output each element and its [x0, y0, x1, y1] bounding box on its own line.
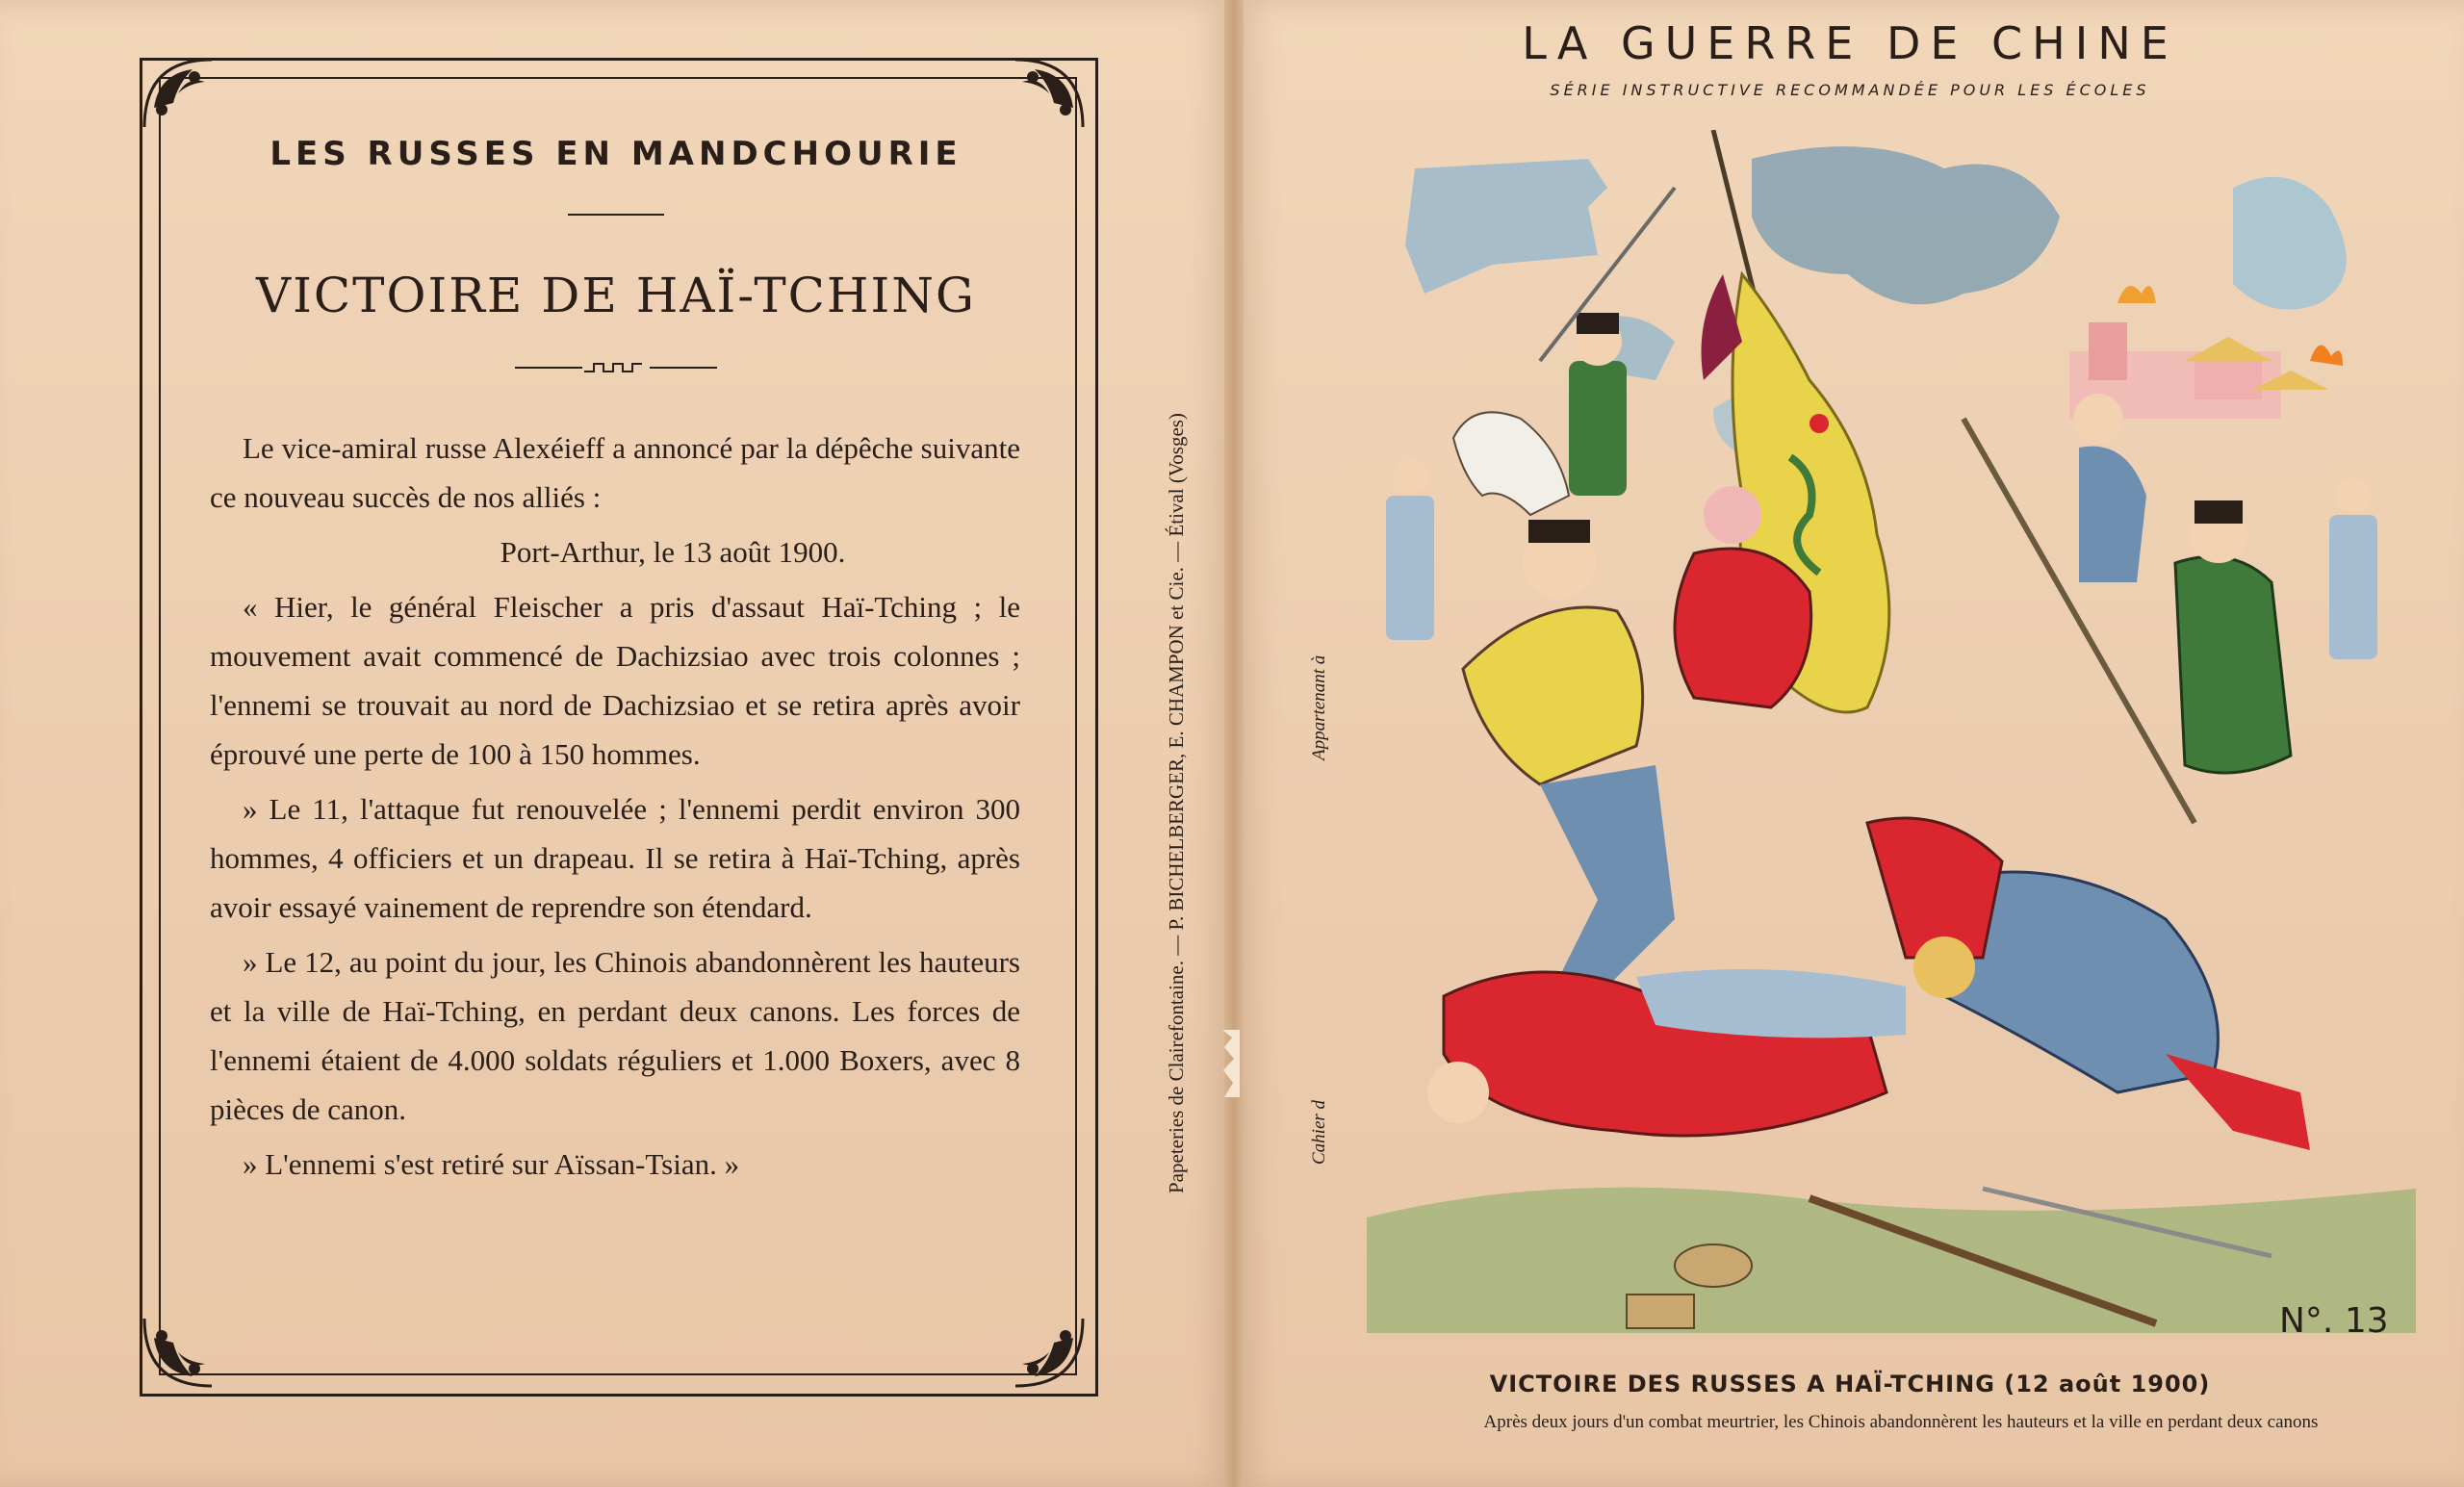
printer-imprint: Papeteries de Clairefontaine. — P. BICHELBERGER, E. CHAMPON et Cie. — Étival (Vosges): [1165, 413, 1188, 1193]
caption-title: VICTOIRE DES RUSSES A HAÏ-TCHING (12 août 1900): [1489, 1371, 2211, 1397]
corner-ornament-icon: [135, 1309, 221, 1396]
corner-ornament-icon: [1006, 50, 1092, 137]
page-tear: [1215, 1030, 1240, 1097]
paragraph-dateline: Port-Arthur, le 13 août 1900.: [500, 535, 846, 569]
series-title: LES RUSSES EN MANDCHOURIE: [270, 135, 962, 173]
divider-ornament-icon: [515, 358, 717, 377]
paragraph-intro: Le vice-amiral russe Alexéieff a annoncé par la dépêche suivante ce nouveau succès de nos alliés :: [210, 431, 1020, 514]
label-appartenant: Appartenant à: [1309, 654, 1329, 760]
paragraph-report-1: « Hier, le général Fleischer a pris d'assaut Haï-Tching ; le mouvement avait commencé de Dachizsiao avec trois colonnes ; l'ennemi se trouvait au nord de Dachizsiao et se retira après avoir éprouvé une perte de 100 à 150 hommes.: [210, 590, 1020, 771]
cover-subtitle: SÉRIE INSTRUCTIVE RECOMMANDÉE POUR LES ÉCOLES: [1550, 81, 2150, 99]
battle-illustration: [1367, 130, 2416, 1333]
main-title: VICTOIRE DE HAÏ-TCHING: [256, 268, 976, 323]
divider-rule: [568, 214, 664, 216]
book-gutter: [1224, 0, 1244, 1487]
caption-text: Après deux jours d'un combat meurtrier, les Chinois abandonnèrent les hauteurs et la ville en perdant deux canons: [1483, 1412, 2319, 1432]
issue-number: N°. 13: [2279, 1301, 2389, 1341]
label-cahier: Cahier d: [1309, 1099, 1329, 1165]
corner-ornament-icon: [1006, 1309, 1092, 1396]
paragraph-report-3: » Le 12, au point du jour, les Chinois abandonnèrent les hauteurs et la ville de Haï-Tching, en perdant deux canons. Les forces de l'ennemi étaient de 4.000 soldats réguliers et 1.000 Boxers, avec 8 pièces de canon.: [210, 945, 1020, 1126]
corner-ornament-icon: [135, 50, 221, 137]
article-body: [210, 423, 1020, 1194]
paragraph-report-4: » L'ennemi s'est retiré sur Aïssan-Tsian. »: [243, 1147, 740, 1181]
paragraph-report-2: » Le 11, l'attaque fut renouvelée ; l'ennemi perdit environ 300 hommes, 4 officiers et un drapeau. Il se retira à Haï-Tching, après avoir essayé vainement de reprendre son étendard.: [210, 792, 1020, 924]
cover-title: LA GUERRE DE CHINE: [1522, 17, 2178, 69]
